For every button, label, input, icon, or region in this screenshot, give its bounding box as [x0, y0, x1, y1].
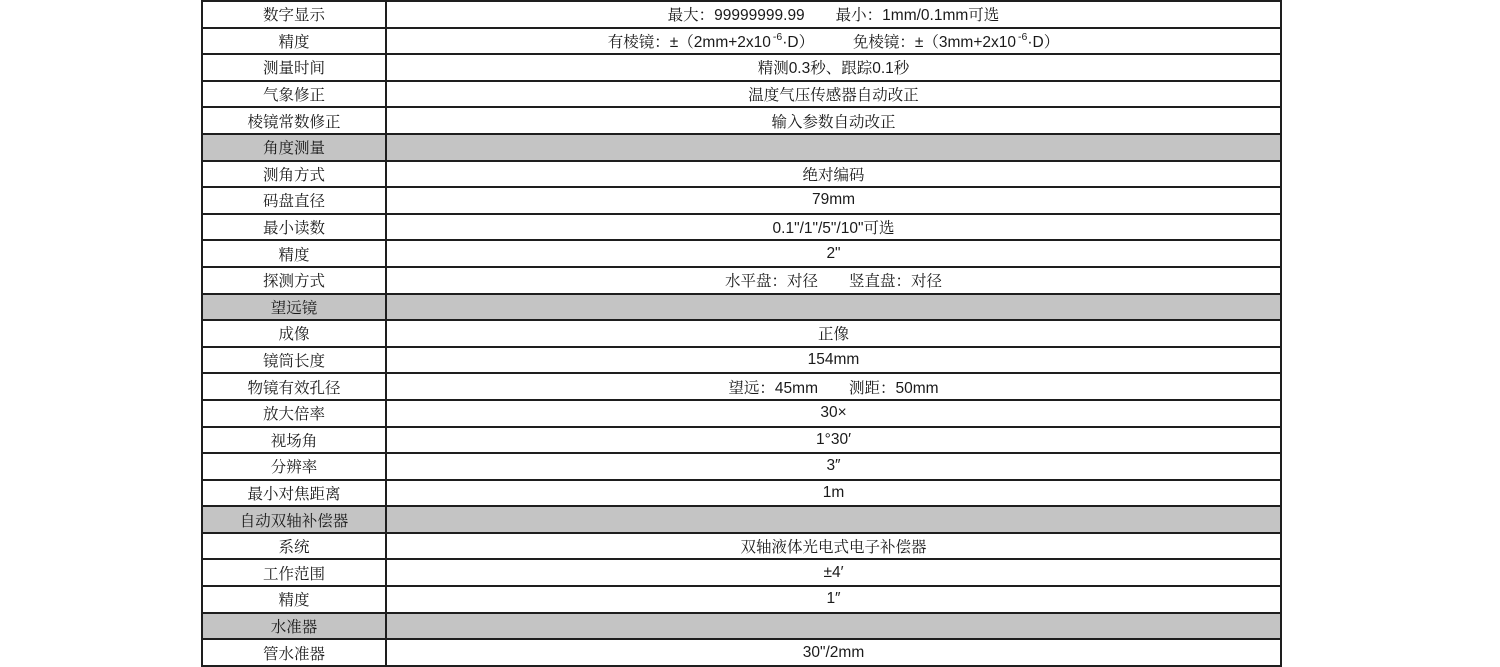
row-value: 双轴液体光电式电子补偿器	[386, 533, 1281, 560]
section-title: 角度测量	[202, 134, 386, 161]
table-row	[202, 267, 1281, 294]
row-label: 探测方式	[202, 267, 386, 294]
row-label: 气象修正	[202, 81, 386, 108]
row-value: 望远：45mm 测距：50mm	[386, 373, 1281, 400]
table-row	[202, 586, 1281, 613]
table-row	[202, 81, 1281, 108]
row-value: 水平盘：对径 竖直盘：对径	[386, 267, 1281, 294]
superscript-exponent: -6	[772, 30, 783, 43]
row-value: 最大：99999999.99 最小：1mm/0.1mm可选	[386, 1, 1281, 28]
table-row	[202, 54, 1281, 81]
row-label: 码盘直径	[202, 187, 386, 214]
section-title: 水准器	[202, 613, 386, 640]
row-label: 测角方式	[202, 161, 386, 188]
section-header-row	[202, 294, 1281, 321]
row-value: 154mm	[386, 347, 1281, 374]
row-value: 正像	[386, 320, 1281, 347]
superscript-exponent: -6	[1018, 30, 1028, 43]
row-label: 系统	[202, 533, 386, 560]
section-title: 望远镜	[202, 294, 386, 321]
section-header-row	[202, 613, 1281, 640]
row-label: 测量时间	[202, 54, 386, 81]
row-value: 30×	[386, 400, 1281, 427]
table-row	[202, 28, 1281, 55]
table-row	[202, 240, 1281, 267]
row-label: 精度	[202, 28, 386, 55]
section-spacer	[386, 134, 1281, 161]
section-header-row	[202, 506, 1281, 533]
row-value: 3″	[386, 453, 1281, 480]
row-label: 物镜有效孔径	[202, 373, 386, 400]
table-row	[202, 559, 1281, 586]
table-row	[202, 427, 1281, 454]
table-row	[202, 533, 1281, 560]
row-value	[386, 28, 1281, 55]
row-value: 0.1"/1"/5"/10"可选	[386, 214, 1281, 241]
row-value: 精测0.3秒、跟踪0.1秒	[386, 54, 1281, 81]
row-label: 放大倍率	[202, 400, 386, 427]
value-segment: 免棱镜：±（3mm+2x10	[806, 33, 1016, 51]
table-row	[202, 373, 1281, 400]
table-row	[202, 187, 1281, 214]
row-value: 1m	[386, 480, 1281, 507]
row-label: 镜筒长度	[202, 347, 386, 374]
spec-table	[201, 0, 1282, 667]
row-value: ±4′	[386, 559, 1281, 586]
row-label: 工作范围	[202, 559, 386, 586]
table-row	[202, 320, 1281, 347]
row-label: 视场角	[202, 427, 386, 454]
table-row	[202, 347, 1281, 374]
table-row	[202, 400, 1281, 427]
row-value: 79mm	[386, 187, 1281, 214]
row-label: 分辨率	[202, 453, 386, 480]
section-header-row	[202, 134, 1281, 161]
row-label: 数字显示	[202, 1, 386, 28]
row-label: 最小读数	[202, 214, 386, 241]
table-row	[202, 161, 1281, 188]
table-row	[202, 639, 1281, 666]
table-row	[202, 214, 1281, 241]
table-row	[202, 480, 1281, 507]
value-segment: 有棱镜：±（2mm+2x10	[607, 33, 771, 51]
section-spacer	[386, 506, 1281, 533]
row-label: 棱镜常数修正	[202, 107, 386, 134]
row-value: 30"/2mm	[386, 639, 1281, 666]
section-spacer	[386, 294, 1281, 321]
section-spacer	[386, 613, 1281, 640]
section-title: 自动双轴补偿器	[202, 506, 386, 533]
value-segment: ·D）	[782, 33, 807, 51]
row-value: 绝对编码	[386, 161, 1281, 188]
table-row	[202, 453, 1281, 480]
row-value: 1°30′	[386, 427, 1281, 454]
row-value: 1″	[386, 586, 1281, 613]
value-segment: ·D）	[1027, 33, 1060, 51]
row-label: 管水准器	[202, 639, 386, 666]
row-label: 精度	[202, 240, 386, 267]
row-label: 成像	[202, 320, 386, 347]
table-row	[202, 1, 1281, 28]
row-label: 精度	[202, 586, 386, 613]
table-row	[202, 107, 1281, 134]
row-value: 输入参数自动改正	[386, 107, 1281, 134]
row-value: 2"	[386, 240, 1281, 267]
row-label: 最小对焦距离	[202, 480, 386, 507]
row-value: 温度气压传感器自动改正	[386, 81, 1281, 108]
